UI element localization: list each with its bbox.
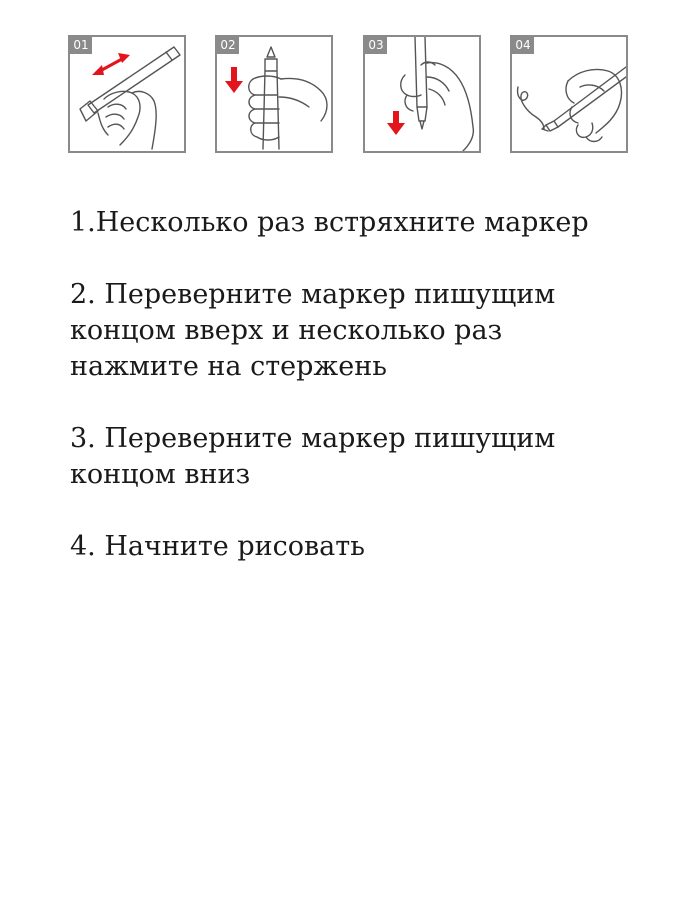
instruction-step-2: 2. Переверните маркер пишущим концом вверх и несколько раз нажмите на стержень [70, 279, 556, 382]
draw-hand-icon [512, 37, 626, 151]
step-panel-2 [215, 35, 333, 153]
step-number-badge: 04 [512, 37, 534, 54]
step-number-badge: 02 [217, 37, 239, 54]
instruction-step-1: 1.Несколько раз встряхните маркер [70, 207, 589, 238]
step-panel-3 [363, 35, 481, 153]
instructions-list [70, 205, 670, 601]
press-tip-icon [217, 37, 331, 151]
step-number-badge: 01 [70, 37, 92, 54]
step-number-badge: 03 [365, 37, 387, 54]
shake-marker-icon [70, 37, 184, 151]
instruction-step-4: 4. Начните рисовать [70, 531, 365, 562]
instruction-step-3: 3. Переверните маркер пишущим концом вниз [70, 423, 556, 490]
step-panel-4 [510, 35, 628, 153]
step-panel-1 [68, 35, 186, 153]
flip-marker-down-icon [365, 37, 479, 151]
